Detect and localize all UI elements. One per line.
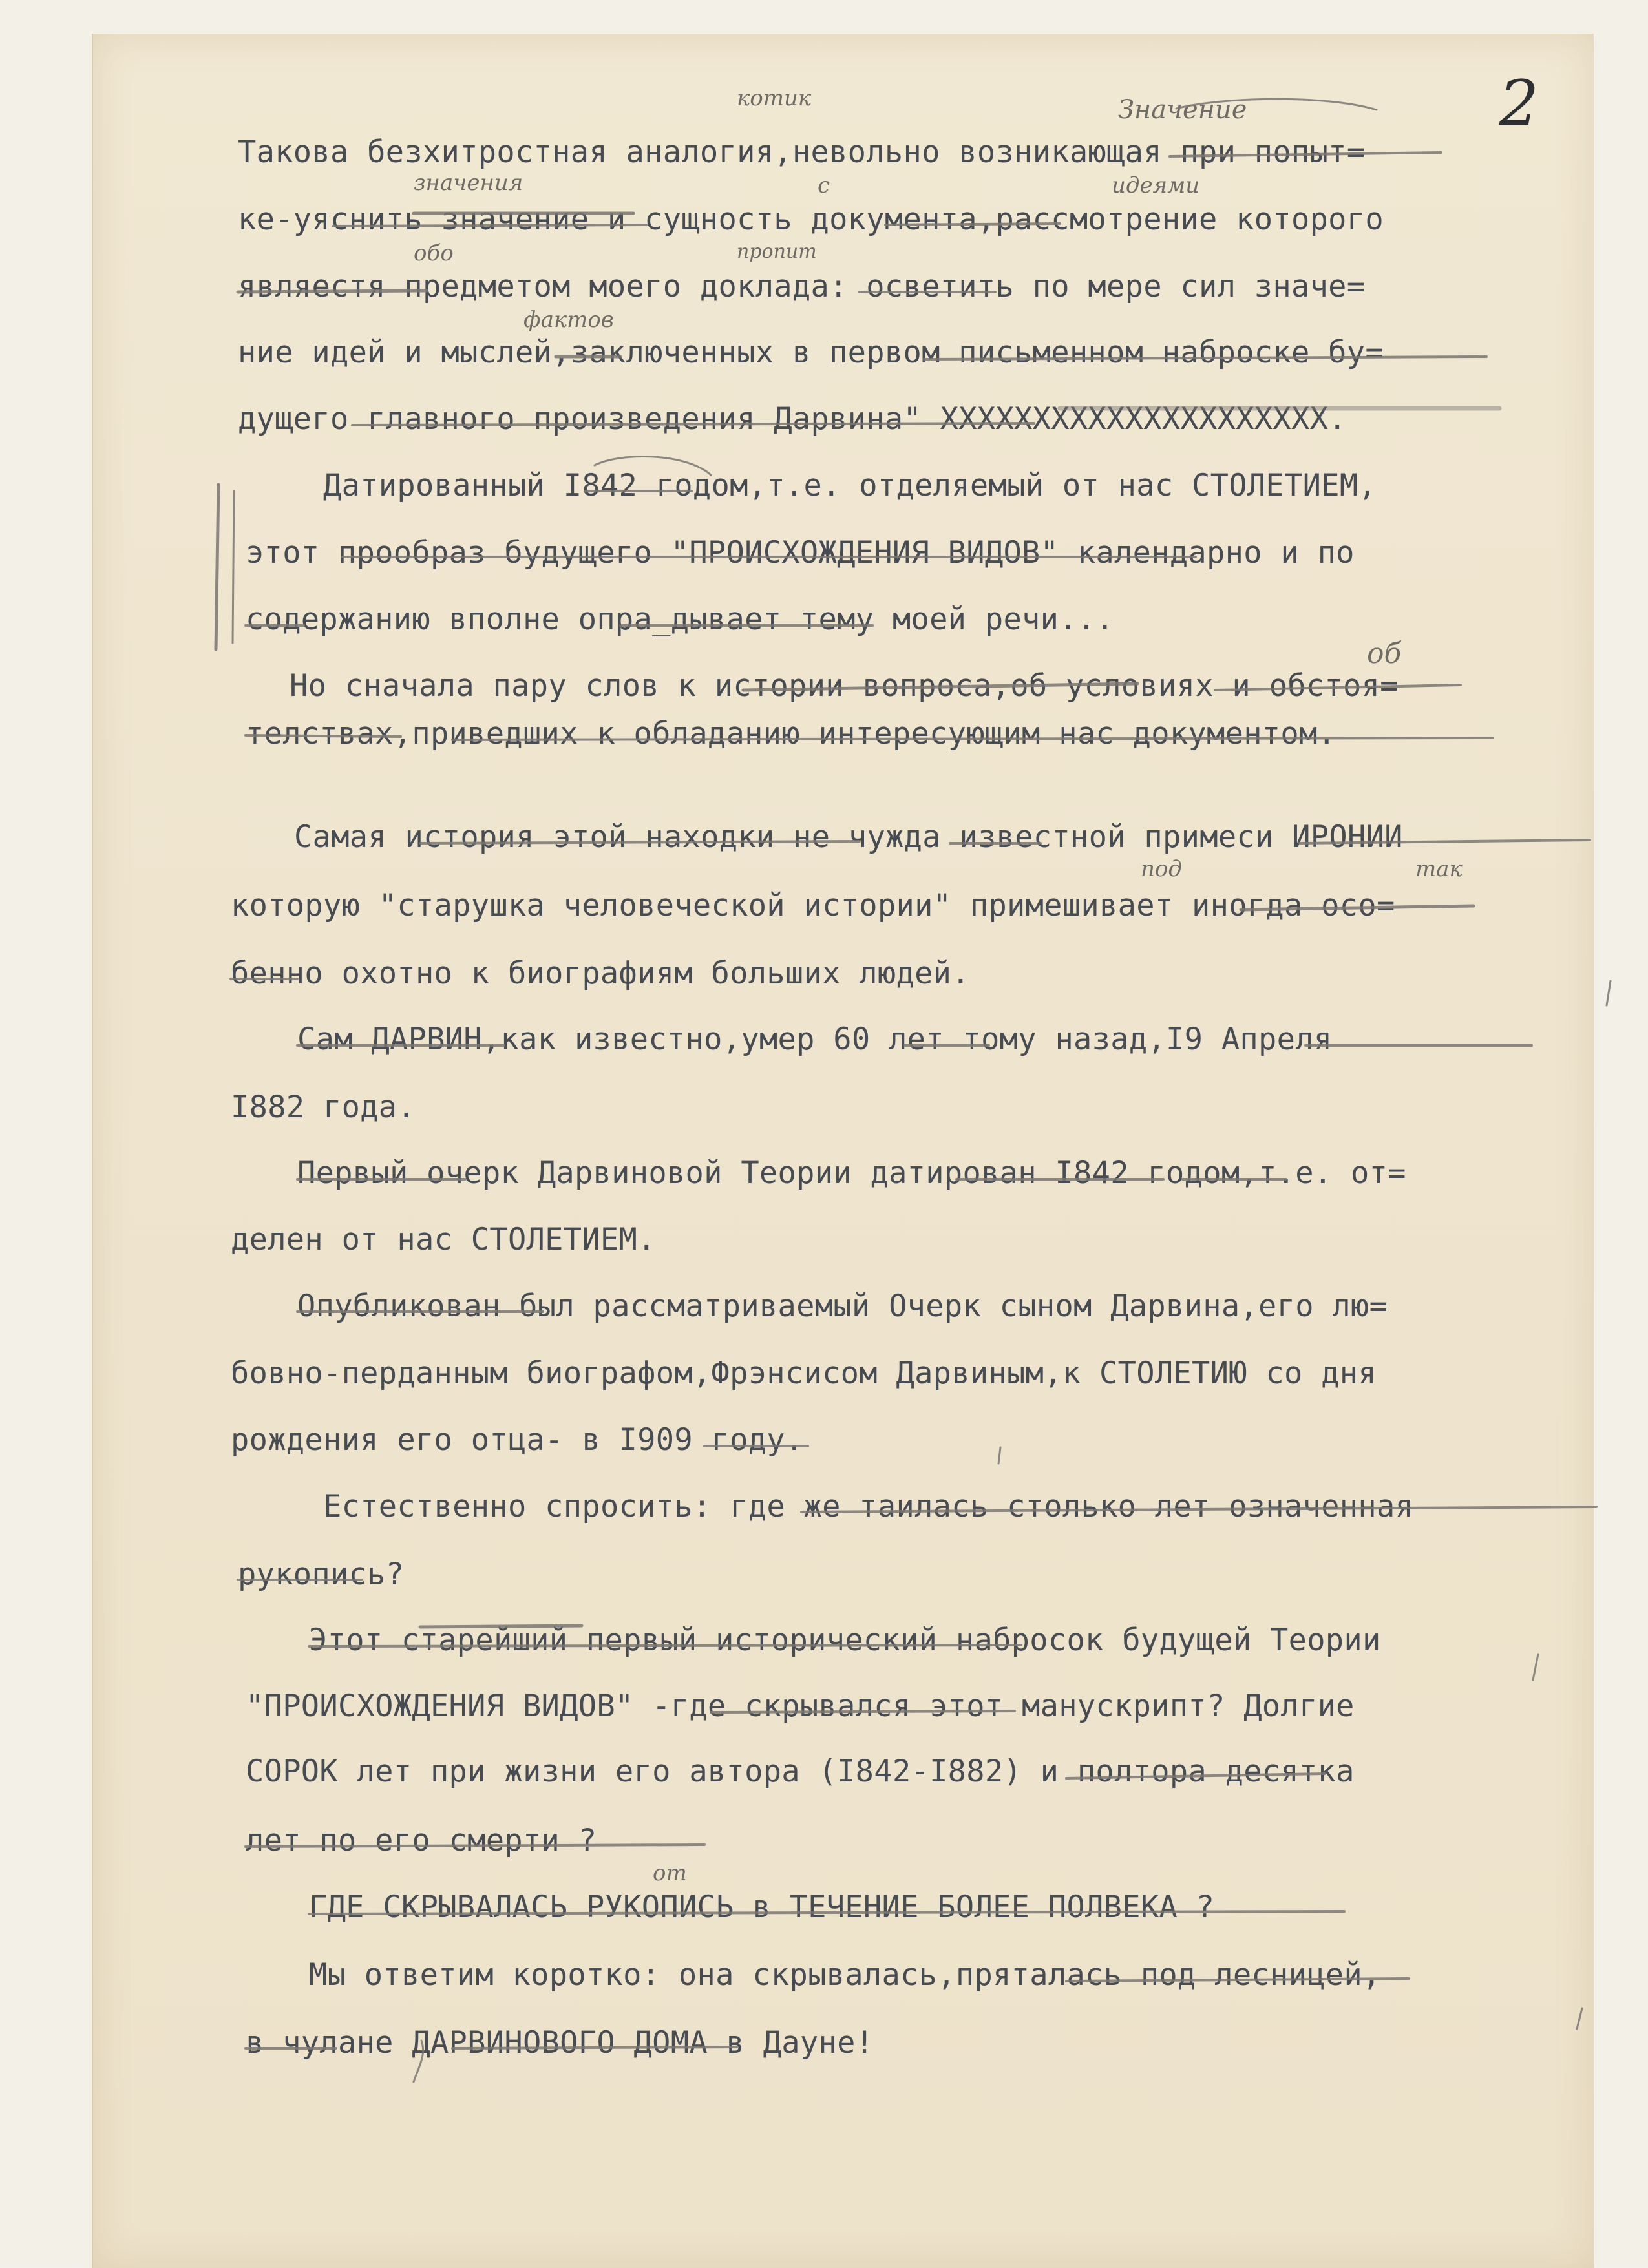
text-line: Но сначала пару слов к истории вопроса,об условиях и обстоя= <box>290 668 1399 704</box>
text-line: в чулане ДАРВИНОВОГО ДОМА в Дауне! <box>246 2025 874 2061</box>
text-line: которую "старушка человеческой истории" примешивает иногда осо= <box>231 888 1395 923</box>
handwritten-note: пропит <box>737 240 817 263</box>
handwritten-note: значения <box>414 170 523 196</box>
text-line: Сам ДАРВИН,как известно,умер 60 лет тому назад,I9 Апреля <box>297 1022 1333 1057</box>
text-line: бовно-перданным биографом,Фрэнсисом Дарвиным,к СТОЛЕТИЮ со дня <box>231 1356 1377 1391</box>
text-line: Мы ответим коротко: она скрывалась,пряталась под лесницей, <box>309 1957 1381 1993</box>
handwritten-note: обо <box>414 240 454 266</box>
text-line: лет по его смерти ? <box>246 1823 597 1858</box>
text-line: СОРОК лет при жизни его автора (I842-I882) и полтора десятка <box>246 1754 1355 1789</box>
text-line: телствах,приведших к обладанию интересующим нас документом. <box>246 716 1336 751</box>
page-number: 2 <box>1499 67 1539 140</box>
text-line: этот прообраз будущего "ПРОИСХОЖДЕНИЯ ВИДОВ" календарно и по <box>246 535 1355 571</box>
text-line: ние идей и мыслей,заключенных в первом письменном наброске бу= <box>238 335 1384 370</box>
text-line: ГДЕ СКРЫВАЛАСЬ РУКОПИСЬ в ТЕЧЕНИЕ БОЛЕЕ ПОЛВЕКА ? <box>309 1889 1215 1925</box>
text-line: Естественно спросить: где же таилась столько лет означенная <box>323 1489 1414 1524</box>
text-line: I882 года. <box>231 1089 416 1125</box>
text-line: Такова безхитростная аналогия,невольно возникающая при попыт= <box>238 134 1366 170</box>
handwritten-note: так <box>1415 856 1463 882</box>
text-line: бенно охотно к биографиям больших людей. <box>231 956 970 991</box>
handwritten-note: фактов <box>523 307 614 333</box>
text-line: рождения его отца- в I909 году. <box>231 1422 804 1458</box>
handwritten-note: Значение <box>1118 95 1247 125</box>
text-line: Этот старейший первый исторический набросок будущей Теории <box>309 1622 1381 1658</box>
handwritten-note: об <box>1367 637 1402 670</box>
handwritten-note: с <box>818 173 830 198</box>
text-line: делен от нас СТОЛЕТИЕМ. <box>231 1222 656 1257</box>
handwritten-note: котик <box>737 85 812 111</box>
text-line: дущего главного произведения Дарвина" XXXXXXXXXXXXXXXXXXXXX. <box>238 401 1347 437</box>
text-line: Опубликован был рассматриваемый Очерк сыном Дарвина,его лю= <box>297 1288 1388 1324</box>
handwritten-note: от <box>653 1860 687 1886</box>
text-line: Самая история этой находки не чужда известной примеси ИРОНИИ <box>294 819 1403 855</box>
text-line: Первый очерк Дарвиновой Теории датирован I842 годом,т.е. от= <box>297 1155 1406 1191</box>
handwritten-note: идеями <box>1112 173 1200 198</box>
handwritten-note: под <box>1141 856 1182 882</box>
text-line: "ПРОИСХОЖДЕНИЯ ВИДОВ" -где скрывался этот манускрипт? Долгие <box>246 1688 1355 1724</box>
text-line: Датированный I842 годом,т.е. отделяемый от нас СТОЛЕТИЕМ, <box>323 468 1377 503</box>
text-line: ке-уяснить значение и сущность документа,рассмотрение которого <box>238 202 1384 237</box>
text-line: содержанию вполне опра_дывает тему моей речи... <box>246 602 1115 637</box>
text-line: рукопись? <box>238 1557 405 1592</box>
text-line: являестя предметом моего доклада: осветить по мере сил значе= <box>238 269 1366 304</box>
